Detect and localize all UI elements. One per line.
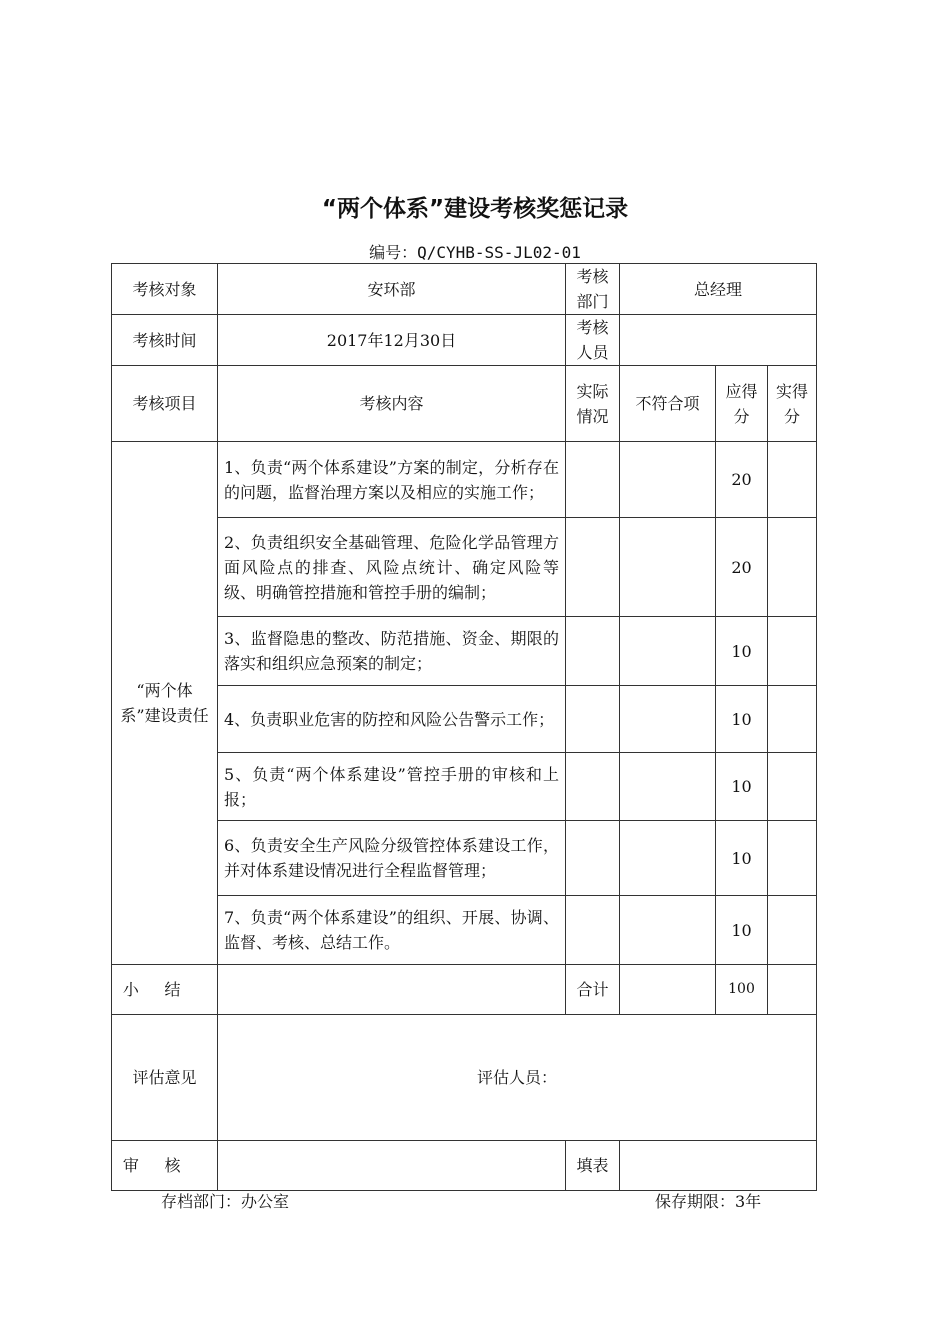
summary-label: 小结 — [112, 965, 218, 1015]
target-label: 考核对象 — [112, 264, 218, 315]
item-actual-7[interactable] — [566, 896, 620, 965]
item-nonconform-2[interactable] — [620, 518, 716, 617]
evaluation-row — [112, 1015, 817, 1141]
item-row-4 — [112, 686, 817, 753]
item-score-4[interactable] — [768, 686, 817, 753]
item-row-2 — [112, 518, 817, 617]
item-actual-6[interactable] — [566, 821, 620, 896]
item-actual-4[interactable] — [566, 686, 620, 753]
header-actual: 实际情况 — [566, 366, 620, 442]
header-nonconform: 不符合项 — [620, 366, 716, 442]
document-code: 编号：Q/CYHB-SS-JL02-01 — [369, 243, 581, 262]
dept-label: 考核部门 — [566, 264, 620, 315]
item-points-1: 20 — [716, 442, 768, 518]
item-points-4: 10 — [716, 686, 768, 753]
total-points: 100 — [716, 965, 768, 1015]
header-score: 实得分 — [768, 366, 817, 442]
item-actual-1[interactable] — [566, 442, 620, 518]
archive-department: 存档部门：办公室 — [161, 1192, 290, 1211]
item-actual-3[interactable] — [566, 617, 620, 686]
item-actual-2[interactable] — [566, 518, 620, 617]
target-row — [112, 264, 817, 315]
item-nonconform-5[interactable] — [620, 753, 716, 821]
item-points-5: 10 — [716, 753, 768, 821]
summary-row — [112, 965, 817, 1015]
assessor-value[interactable] — [620, 315, 817, 366]
total-nonconform[interactable] — [620, 965, 716, 1015]
review-value[interactable] — [218, 1141, 566, 1191]
dept-value[interactable]: 总经理 — [620, 264, 817, 315]
item-row-6 — [112, 821, 817, 896]
item-nonconform-7[interactable] — [620, 896, 716, 965]
time-row — [112, 315, 817, 366]
item-score-2[interactable] — [768, 518, 817, 617]
item-content-4: 4、负责职业危害的防控和风险公告警示工作； — [218, 686, 566, 753]
total-score[interactable] — [768, 965, 817, 1015]
item-row-7 — [112, 896, 817, 965]
item-points-3: 10 — [716, 617, 768, 686]
review-label: 审核 — [112, 1141, 218, 1191]
item-content-6: 6、负责安全生产风险分级管控体系建设工作，并对体系建设情况进行全程监督管理； — [218, 821, 566, 896]
time-label: 考核时间 — [112, 315, 218, 366]
filler-label: 填表 — [566, 1141, 620, 1191]
item-nonconform-6[interactable] — [620, 821, 716, 896]
header-row — [112, 366, 817, 442]
total-label: 合计 — [566, 965, 620, 1015]
evaluator-label: 评估人员： — [477, 1068, 558, 1087]
header-max-score: 应得分 — [716, 366, 768, 442]
target-value[interactable]: 安环部 — [218, 264, 566, 315]
item-row-5 — [112, 753, 817, 821]
header-content: 考核内容 — [218, 366, 566, 442]
evaluation-area[interactable] — [218, 1015, 817, 1141]
category-cell: “两个体系”建设责任 — [112, 442, 218, 965]
item-score-1[interactable] — [768, 442, 817, 518]
header-item: 考核项目 — [112, 366, 218, 442]
item-points-6: 10 — [716, 821, 768, 896]
item-points-7: 10 — [716, 896, 768, 965]
summary-value[interactable] — [218, 965, 566, 1015]
assessor-label: 考核人员 — [566, 315, 620, 366]
document-title: “两个体系”建设考核奖惩记录 — [321, 196, 629, 222]
time-value[interactable]: 2017年12月30日 — [218, 315, 566, 366]
item-nonconform-4[interactable] — [620, 686, 716, 753]
item-content-1: 1、负责“两个体系建设”方案的制定，分析存在的问题，监督治理方案以及相应的实施工作； — [218, 442, 566, 518]
filler-value[interactable] — [620, 1141, 817, 1191]
item-nonconform-3[interactable] — [620, 617, 716, 686]
item-actual-5[interactable] — [566, 753, 620, 821]
evaluation-label: 评估意见 — [112, 1015, 218, 1141]
item-content-5: 5、负责“两个体系建设”管控手册的审核和上报； — [218, 753, 566, 821]
item-nonconform-1[interactable] — [620, 442, 716, 518]
item-points-2: 20 — [716, 518, 768, 617]
item-score-6[interactable] — [768, 821, 817, 896]
review-row — [112, 1141, 817, 1191]
item-score-3[interactable] — [768, 617, 817, 686]
item-content-7: 7、负责“两个体系建设”的组织、开展、协调、监督、考核、总结工作。 — [218, 896, 566, 965]
item-score-7[interactable] — [768, 896, 817, 965]
assessment-form-table — [111, 263, 817, 1191]
item-content-2: 2、负责组织安全基础管理、危险化学品管理方面风险点的排查、风险点统计、确定风险等级、明确管控措施和管控手册的编制； — [218, 518, 566, 617]
item-content-3: 3、监督隐患的整改、防范措施、资金、期限的落实和组织应急预案的制定； — [218, 617, 566, 686]
item-row-3 — [112, 617, 817, 686]
item-row-1 — [112, 442, 817, 518]
item-score-5[interactable] — [768, 753, 817, 821]
retention-period: 保存期限：3年 — [655, 1192, 762, 1211]
